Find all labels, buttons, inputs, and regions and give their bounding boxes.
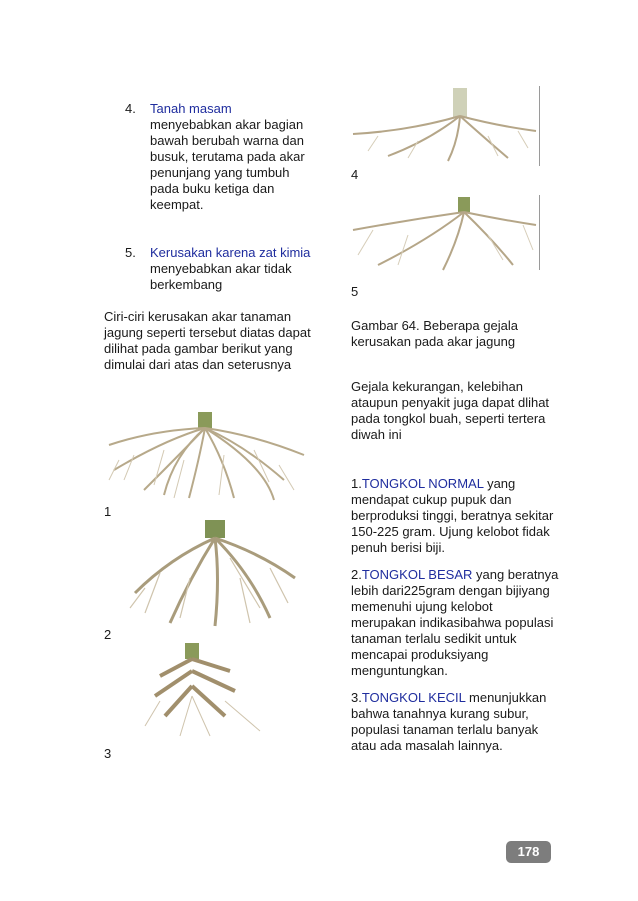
cob-text: menunjukkan bahwa tanahnya kurang subur, populasi tanaman terlalu banyak atau ada masalah lainnya. — [351, 690, 547, 753]
list-highlight: Kerusakan karena zat kimia — [150, 245, 311, 260]
figure-caption: Gambar 64. Beberapa gejala kerusakan pada akar jagung — [351, 318, 518, 349]
list-number: 5. — [125, 245, 136, 260]
figure-divider — [539, 195, 540, 270]
cob-prefix: 1. — [351, 476, 362, 491]
cob-title: TONGKOL BESAR — [361, 567, 473, 582]
list-item-5 — [125, 245, 315, 293]
cob-title: TONGKOL NORMAL — [361, 476, 484, 491]
page-number-badge: 178 — [506, 841, 551, 863]
root-image-3 — [140, 641, 280, 741]
cob-title: TONGKOL KECIL — [361, 690, 466, 705]
list-highlight: Tanah masam — [150, 101, 232, 116]
cob-normal-paragraph — [351, 476, 561, 556]
figure-label-1: 1 — [104, 504, 112, 519]
list-item-text — [150, 245, 315, 293]
list-item-text — [150, 101, 310, 213]
root-image-1 — [104, 410, 309, 505]
left-intro-paragraph: Ciri-ciri kerusakan akar tanaman jagung seperti tersebut diatas dapat dilihat pada gambar berikut yang dimulai dari atas dan seterusnya — [104, 309, 311, 372]
root-image-2 — [120, 518, 300, 633]
cob-large-paragraph — [351, 567, 561, 679]
right-intro-paragraph: Gejala kekurangan, kelebihan ataupun penyakit juga dapat dlihat pada tongkol buah, seperti tertera diwah ini — [351, 379, 550, 442]
cob-prefix: 2. — [351, 567, 362, 582]
figure-divider — [539, 86, 540, 166]
root-image-4 — [348, 86, 538, 166]
figure-label-3: 3 — [104, 746, 112, 761]
list-number: 4. — [125, 101, 136, 116]
figure-label-5: 5 — [351, 284, 359, 299]
list-rest: menyebabkan akar bagian bawah berubah warna dan busuk, terutama pada akar penunjang yang tumbuh pada buku ketiga dan keempat. — [150, 117, 305, 212]
list-item-4 — [125, 101, 310, 213]
list-rest: menyebabkan akar tidak berkembang — [150, 261, 292, 292]
figure-label-4: 4 — [351, 167, 359, 182]
cob-text: yang mendapat cukup pupuk dan berproduksi tinggi, beratnya sekitar 150-225 gram. Ujung kelobot fidak penuh berisi biji. — [351, 476, 554, 555]
root-image-5 — [348, 195, 538, 275]
cob-small-paragraph — [351, 690, 561, 754]
figure-label-2: 2 — [104, 627, 112, 642]
cob-text: yang beratnya lebih dari225gram dengan bijiyang memenuhi ujung kelobot merupakan indikasibahwa populasi tanaman terlalu sedikit untuk mencapai produksiyang menguntungkan. — [351, 567, 559, 678]
cob-prefix: 3. — [351, 690, 362, 705]
